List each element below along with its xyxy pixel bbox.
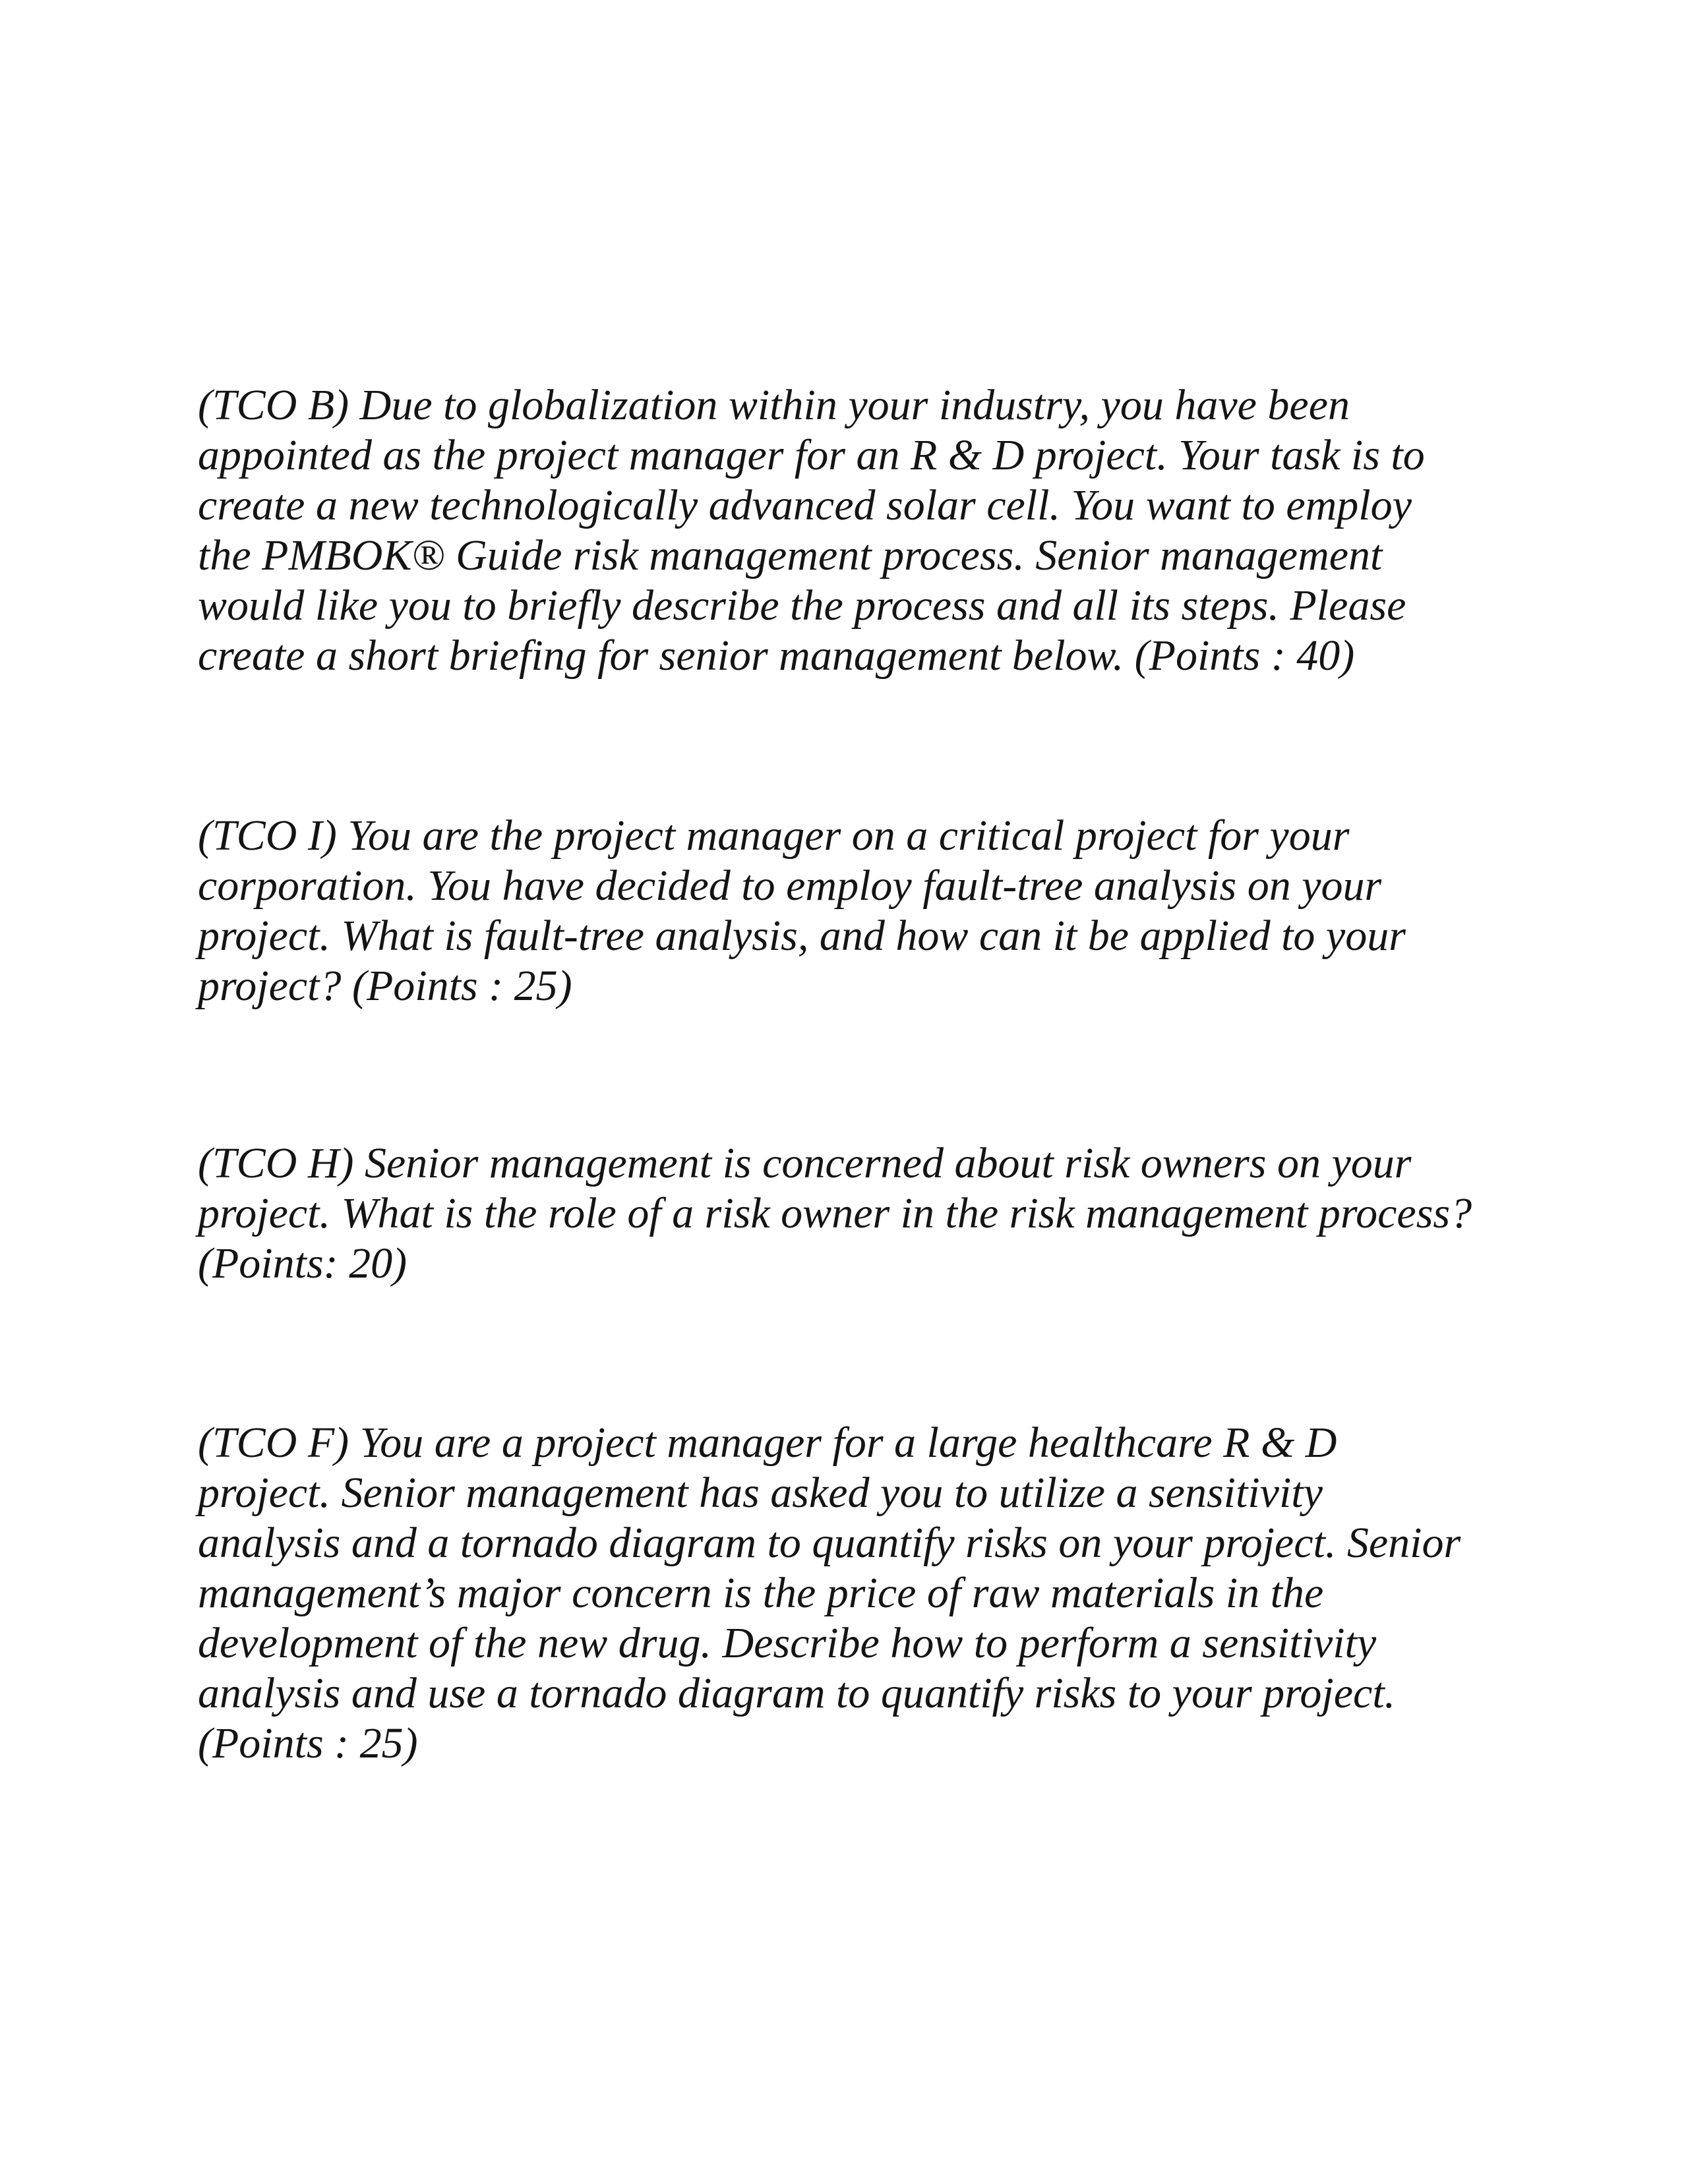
question-line: (TCO I) You are the project manager on a critical project for your bbox=[198, 812, 1350, 860]
question-line: corporation. You have decided to employ fault-tree analysis on your bbox=[198, 862, 1382, 910]
question-line: (Points : 25) bbox=[198, 1719, 418, 1767]
question-line: (TCO F) You are a project manager for a large healthcare R & D bbox=[198, 1419, 1337, 1467]
question-line: project. Senior management has asked you to utilize a sensitivity bbox=[198, 1469, 1323, 1517]
question-line: (Points: 20) bbox=[198, 1239, 407, 1287]
question-line: analysis and a tornado diagram to quantify risks on your project. Senior bbox=[198, 1519, 1461, 1567]
question-line: management’s major concern is the price of raw materials in the bbox=[198, 1569, 1324, 1617]
question-line: project. What is the role of a risk owner in the risk management process? bbox=[198, 1189, 1472, 1237]
question-line: create a short briefing for senior management below. (Points : 40) bbox=[198, 632, 1355, 680]
question-line: appointed as the project manager for an R & D project. Your task is to bbox=[198, 431, 1425, 479]
question-line: (TCO H) Senior management is concerned about risk owners on your bbox=[198, 1139, 1412, 1187]
question-line: development of the new drug. Describe how to perform a sensitivity bbox=[198, 1619, 1377, 1667]
question-line: project? (Points : 25) bbox=[198, 962, 572, 1010]
question-line: project. What is fault-tree analysis, and how can it be applied to your bbox=[198, 912, 1406, 960]
question-line: the PMBOK® Guide risk management process. Senior management bbox=[198, 531, 1383, 579]
question-line: analysis and use a tornado diagram to quantify risks to your project. bbox=[198, 1669, 1396, 1717]
question-line: would like you to briefly describe the process and all its steps. Please bbox=[198, 581, 1406, 630]
question-line: create a new technologically advanced solar cell. You want to employ bbox=[198, 481, 1412, 529]
question-line: (TCO B) Due to globalization within your industry, you have been bbox=[198, 381, 1350, 429]
